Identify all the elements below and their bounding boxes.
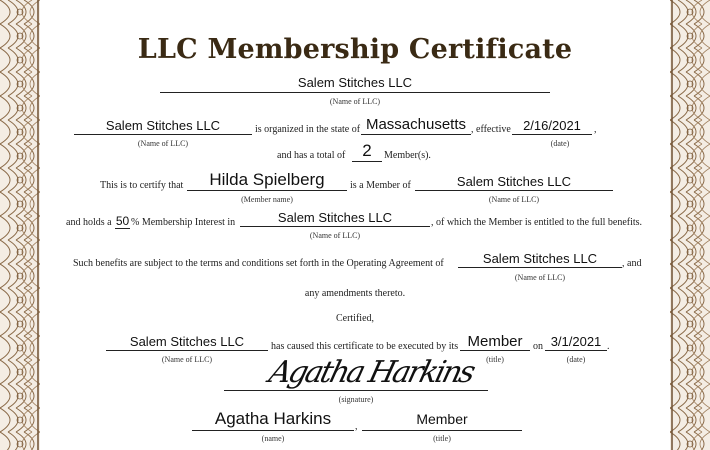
text-caused: has caused this certificate to be executed by its [271, 341, 459, 352]
caption-name-of-llc: (Name of LLC) [137, 139, 189, 148]
total-members-field: 2 [362, 141, 372, 160]
caption-name-of-llc: (Name of LLC) [161, 355, 213, 364]
certificate-title: LLC Membership Certificate [137, 34, 573, 65]
caption-signature: (signature) [338, 395, 374, 404]
text-holds: and holds a [66, 217, 112, 228]
underline [240, 226, 430, 227]
llc-name-field: Salem Stitches LLC [277, 210, 393, 225]
caption-name-of-llc: (Name of LLC) [488, 195, 540, 204]
text-has-total: and has a total of [277, 150, 346, 161]
text-comma: , [594, 124, 597, 135]
llc-name-field: Salem Stitches LLC [456, 174, 572, 189]
underline [115, 228, 130, 229]
caption-date: (date) [550, 139, 570, 148]
llc-name-line [160, 92, 550, 93]
text-certify: This is to certify that [100, 180, 184, 191]
text-members: Member(s). [384, 150, 431, 161]
llc-name-field: Salem Stitches LLC [482, 251, 598, 266]
underline [74, 134, 252, 135]
text-effective: , effective [471, 124, 511, 135]
text-pct-interest: % Membership Interest in [131, 217, 236, 228]
underline [192, 430, 354, 431]
underline [187, 190, 347, 191]
signature-line [224, 390, 488, 391]
caption-name-of-llc: (Name of LLC) [514, 273, 566, 282]
underline [458, 267, 622, 268]
svg-text:Agatha Harkins: Agatha Harkins [265, 355, 480, 390]
underline [415, 190, 613, 191]
llc-name-field: Salem Stitches LLC [129, 334, 245, 349]
text-organized: is organized in the state of [255, 124, 361, 135]
member-name-field: Hilda Spielberg [209, 170, 325, 189]
underline [362, 430, 522, 431]
caption-title: (title) [486, 355, 504, 364]
text-certified: Certified, [335, 313, 375, 324]
caption-name-of-llc: (Name of LLC) [329, 97, 381, 106]
execution-title-field: Member [467, 333, 523, 350]
underline [545, 350, 607, 351]
text-is-member: is a Member of [350, 180, 411, 191]
underline [106, 350, 268, 351]
text-benefits: , of which the Member is entitled to the full benefits. [431, 217, 643, 228]
caption-date: (date) [566, 355, 586, 364]
left-ornamental-border [0, 0, 40, 450]
text-and: , and [622, 258, 642, 269]
text-comma: , [355, 421, 358, 432]
caption-member-name: (Member name) [241, 195, 293, 204]
signer-name-field: Agatha Harkins [214, 409, 332, 428]
text-period: . [607, 341, 610, 352]
underline [512, 134, 592, 135]
underline [352, 161, 382, 162]
effective-date-field: 2/16/2021 [523, 118, 581, 133]
llc-name-heading: Salem Stitches LLC [297, 75, 413, 90]
execution-date-field: 3/1/2021 [550, 334, 602, 349]
caption-title: (title) [433, 434, 451, 443]
text-on: on [533, 341, 543, 352]
text-subject: Such benefits are subject to the terms and conditions set forth in the Operating Agreement of [73, 258, 444, 269]
caption-name-of-llc: (Name of LLC) [309, 231, 361, 240]
right-ornamental-border [670, 0, 710, 450]
underline [361, 134, 471, 135]
interest-percent-field: 50 [115, 214, 130, 228]
signer-title-field: Member [416, 411, 468, 427]
llc-name-field: Salem Stitches LLC [105, 118, 221, 133]
caption-name: (name) [261, 434, 285, 443]
text-amendments: any amendments thereto. [304, 288, 406, 299]
handwritten-signature [265, 348, 480, 394]
state-field: Massachusetts [365, 116, 467, 133]
